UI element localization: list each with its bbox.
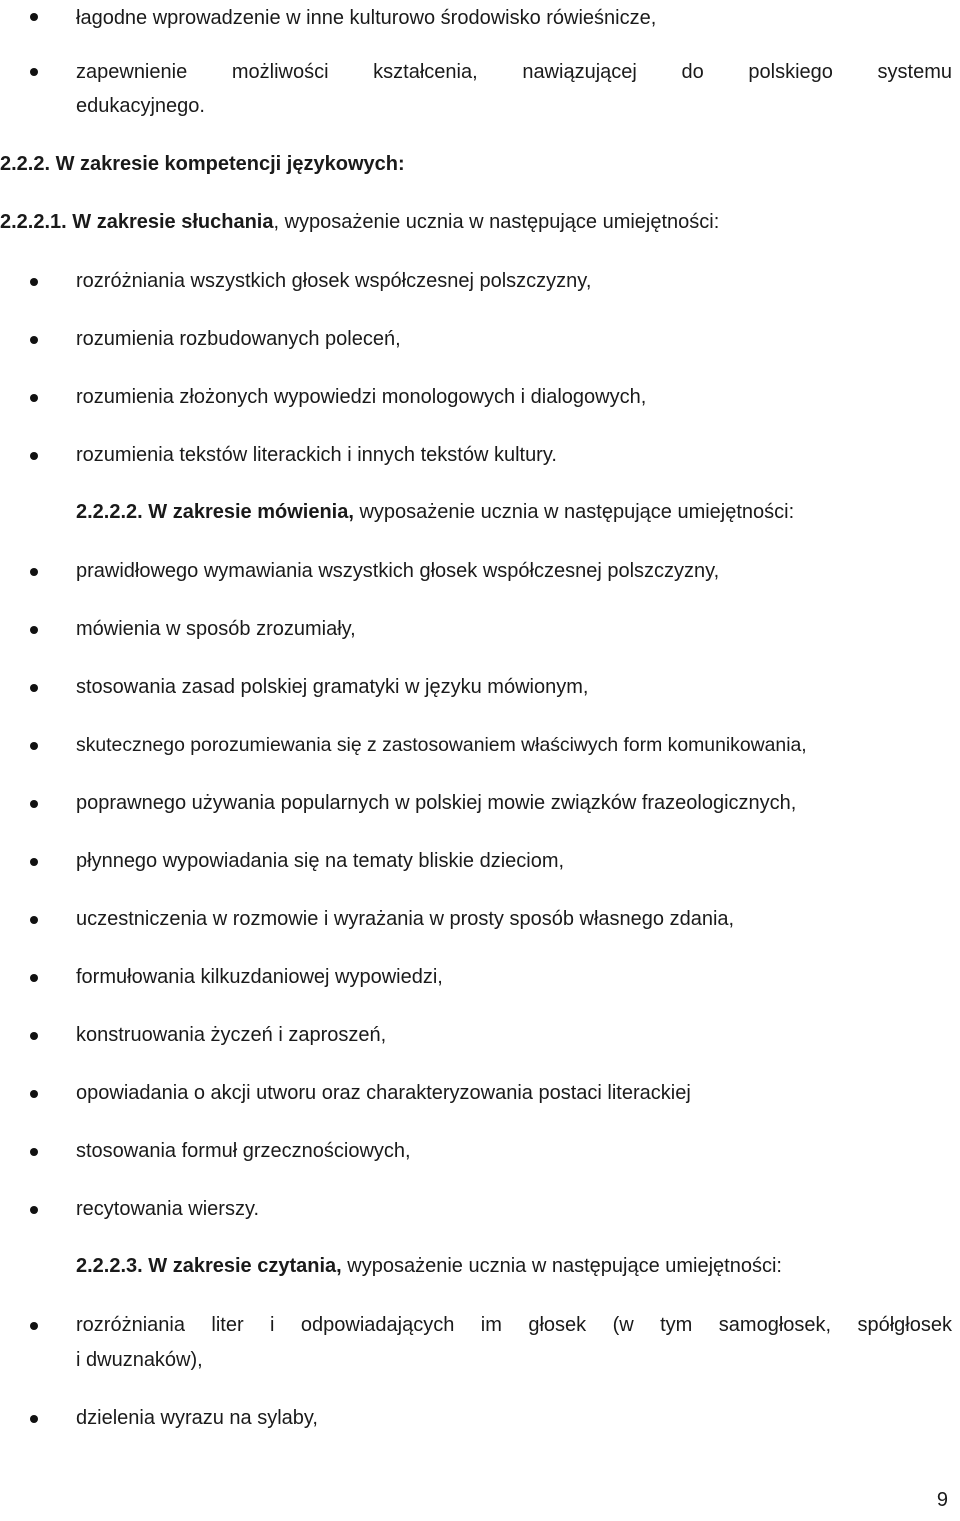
subsection-number: 2.2.2.1. [0,211,67,233]
subsection-text: wyposażenie ucznia w następujące umiejętności: [341,1255,782,1277]
bullet-icon [30,13,38,21]
bullet-icon [30,394,38,402]
subsection-heading-speaking [76,494,794,530]
list-item: rozumienia złożonych wypowiedzi monologowych i dialogowych, [76,386,647,408]
bullet-icon [30,742,38,750]
list-item: recytowania wierszy. [76,1198,260,1220]
list-item: uczestniczenia w rozmowie i wyrażania w prosty sposób własnego zdania, [76,908,735,930]
subsection-title: W zakresie słuchania [72,211,274,233]
bullet-icon [30,626,38,634]
list-item: rozumienia tekstów literackich i innych tekstów kultury. [76,444,557,466]
list-item: łagodne wprowadzenie w inne kulturowo środowisko rówieśnicze, [76,7,657,29]
bullet-icon [30,1322,38,1330]
subsection-text: wyposażenie ucznia w następujące umiejętności: [353,501,795,523]
list-item: poprawnego używania popularnych w polskiej mowie związków frazeologicznych, [76,792,797,814]
bullet-icon [30,858,38,866]
subsection-number: 2.2.2.2. [76,501,143,523]
bullet-icon [30,684,38,692]
bullet-icon [30,1206,38,1214]
list-item: stosowania zasad polskiej gramatyki w języku mówionym, [76,676,589,698]
bullet-icon [30,800,38,808]
subsection-title: W zakresie czytania, [148,1255,342,1277]
bullet-icon [30,278,38,286]
subsection-number: 2.2.2.3. [76,1255,143,1277]
subsection-heading-reading [76,1248,782,1284]
list-item: rozumienia rozbudowanych poleceń, [76,328,401,350]
bullet-icon [30,1032,38,1040]
bullet-icon [30,916,38,924]
list-item: rozróżniania wszystkich głosek współczesnej polszczyzny, [76,270,592,292]
bullet-icon [30,1090,38,1098]
section-heading [0,146,405,182]
list-item: zapewnienie możliwości kształcenia, nawiązującej do polskiego systemu [76,61,952,83]
bullet-icon [30,452,38,460]
bullet-icon [30,1148,38,1156]
page-number: 9 [936,1489,948,1511]
list-item: formułowania kilkuzdaniowej wypowiedzi, [76,966,443,988]
bullet-icon [30,1415,38,1423]
list-item: prawidłowego wymawiania wszystkich głosek współczesnej polszczyzny, [76,560,720,582]
subsection-heading-listening [0,204,719,240]
subsection-title: W zakresie mówienia, [148,501,354,523]
list-item: płynnego wypowiadania się na tematy bliskie dzieciom, [76,850,565,872]
list-item-continuation: edukacyjnego. [76,95,205,117]
bullet-icon [30,568,38,576]
list-item: dzielenia wyrazu na sylaby, [76,1407,318,1429]
list-item: mówienia w sposób zrozumiały, [76,618,356,640]
list-item: rozróżniania liter i odpowiadających im głosek (w tym samogłosek, spółgłosek [76,1314,952,1336]
list-item-continuation: i dwuznaków), [76,1349,203,1371]
list-item: skutecznego porozumiewania się z zastosowaniem właściwych form komunikowania, [76,734,807,756]
bullet-icon [30,68,38,76]
list-item: opowiadania o akcji utworu oraz charakteryzowania postaci literackiej [76,1082,691,1104]
section-heading-text: 2.2.2. W zakresie kompetencji językowych: [0,153,405,175]
subsection-text: , wyposażenie ucznia w następujące umiejętności: [273,211,720,233]
bullet-icon [30,336,38,344]
list-item: konstruowania życzeń i zaproszeń, [76,1024,387,1046]
list-item: stosowania formuł grzecznościowych, [76,1140,411,1162]
bullet-icon [30,974,38,982]
